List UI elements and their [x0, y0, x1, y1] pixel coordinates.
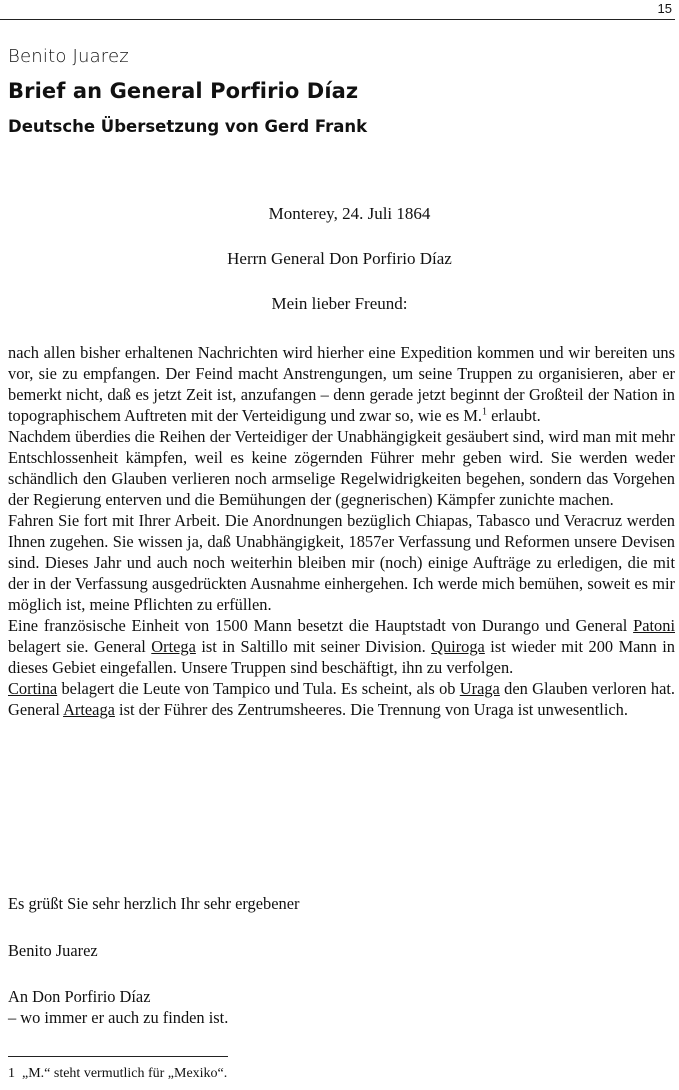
paragraph-4: [8, 615, 675, 678]
paragraph-1: [8, 342, 675, 426]
footnote-number: 1: [8, 1066, 15, 1081]
footnote-text: „M.“ steht vermutlich für „Mexiko“.: [22, 1066, 228, 1081]
page-number: 15: [657, 1, 672, 16]
paragraph-5-text-b: den Glauben verloren hat. General: [8, 679, 675, 719]
name-ortega: Ortega: [151, 637, 196, 656]
header-rule: [0, 19, 675, 20]
footnote: [8, 1066, 227, 1082]
paragraph-3: Fahren Sie fort mit Ihrer Arbeit. Die Anordnungen bezüglich Chiapas, Tabasco und Veracruz werden Ihnen zugehen. Sie wissen ja, daß Unabhängigkeit, 1857er Verfassung und Reformen unsere Devisen sind. Dieses Jahr und auch noch weiterhin bleiben mir (noch) einige Aufträge zu erledigen, die mit der in der Verfassung ausgedrückten Ausnahme einhergehen. Ich werde mich bemühen, soweit es mir möglich ist, meine Pflichten zu erfüllen.: [8, 511, 675, 614]
paragraph-1-end: erlaubt.: [487, 406, 541, 425]
address-line-2: – wo immer er auch zu finden ist.: [8, 1008, 229, 1027]
name-quiroga: Quiroga: [431, 637, 485, 656]
paragraph-5-text-a: belagert die Leute von Tampico und Tula. Es scheint, als ob: [57, 679, 460, 698]
paragraph-5-text-c: ist der Führer des Zentrumsheeres. Die Trennung von Uraga ist unwesentlich.: [114, 700, 628, 719]
name-uraga: Uraga: [459, 679, 500, 698]
signature-name: Benito Juarez: [8, 941, 98, 960]
document-subtitle: Deutsche Übersetzung von Gerd Frank: [8, 117, 368, 136]
recipient-line: Herrn General Don Porfirio Díaz: [227, 249, 452, 268]
name-arteaga: Arteaga: [63, 700, 115, 719]
name-patoni: Patoni: [633, 616, 675, 635]
author-name: Benito Juarez: [8, 46, 129, 67]
paragraph-1-text: nach allen bisher erhaltenen Nachrichten wird hierher eine Expedition kommen und wir bereiten uns vor, sie zu empfangen. Der Feind macht Anstrengungen, um seine Truppen zu organisieren, aber er bemerkt nicht, daß es jetzt Zeit ist, anzufangen – denn gerade jetzt beginnt der Großteil der Nation in topographischem Auftreten mit der Verteidigung und zwar so, wie es M.: [8, 343, 675, 425]
paragraph-4-text-b: belagert sie. General: [8, 637, 152, 656]
salutation: Mein lieber Freund:: [271, 294, 408, 313]
footnote-rule: [8, 1056, 228, 1057]
paragraph-4-text-d: ist wieder mit 200 Mann in dieses Gebiet eingefallen. Unsere Truppen sind beschäftigt, ihn zu verfolgen.: [8, 637, 675, 677]
closing-greeting: Es grüßt Sie sehr herzlich Ihr sehr ergebener: [8, 894, 300, 913]
address-block: [8, 986, 228, 1028]
footnote-reference: 1: [482, 406, 488, 418]
paragraph-4-text-a: Eine französische Einheit von 1500 Mann besetzt die Hauptstadt von Durango und General: [8, 616, 634, 635]
paragraph-2: Nachdem überdies die Reihen der Verteidiger der Unabhängigkeit gesäubert sind, wird man mit mehr Entschlossenheit kämpfen, weil es keine zögernden Führer mehr geben wird. Sie werden weder schändlich den Glauben verlieren noch armselige Regelwidrigkeiten begehen, sondern das Vorgehen der Regierung enterven und die Bemühungen der (gegnerischen) Kämpfer zunichte machen.: [8, 427, 675, 509]
paragraph-5: [8, 678, 675, 720]
document-title: Brief an General Porfirio Díaz: [8, 79, 359, 103]
name-cortina: Cortina: [8, 679, 58, 698]
paragraph-4-text-c: ist in Saltillo mit seiner Division.: [195, 637, 432, 656]
place-date: Monterey, 24. Juli 1864: [268, 204, 431, 223]
letter-body: [8, 342, 675, 720]
address-line-1: An Don Porfirio Díaz: [8, 987, 151, 1006]
